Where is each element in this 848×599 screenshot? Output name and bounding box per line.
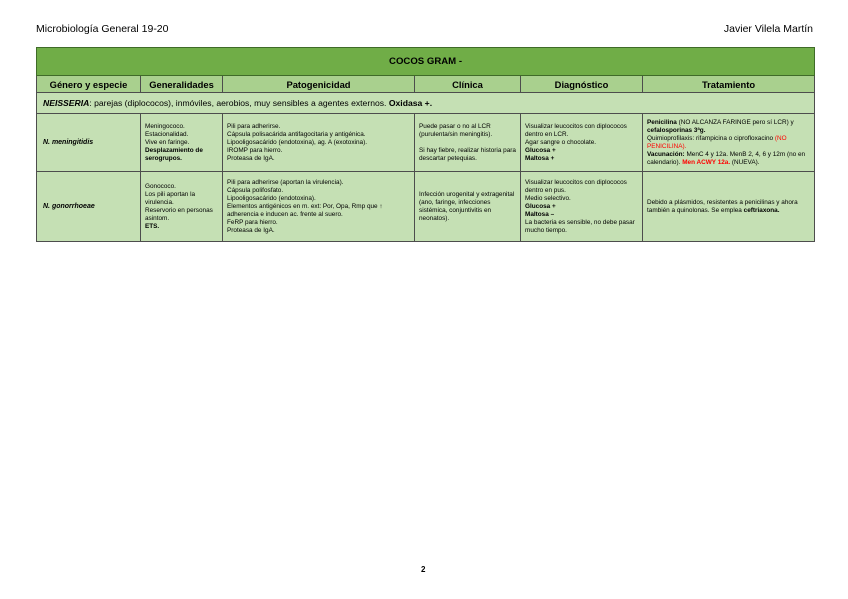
patogenicidad-cell	[223, 114, 415, 172]
page-number: 2	[421, 565, 426, 574]
list-item: Elementos antigénicos en m. ext: Por, Opa, Rmp que ↑ adherencia e inducen ac. frente al suero.	[227, 202, 383, 218]
list-item: Glucosa +	[525, 202, 556, 210]
list-item: Lipooligosacárido (endotoxina).	[227, 194, 316, 202]
list-item: Agar sangre o chocolate.	[525, 138, 597, 146]
list-item: Lipooligosacárido (endotoxina), ag. A (exotoxina).	[227, 138, 367, 146]
blank-line	[419, 139, 516, 147]
table-title-row	[37, 48, 815, 76]
diagnostico-cell	[521, 114, 643, 172]
column-header-clinica: Clínica	[415, 76, 521, 93]
list-item: Proteasa de IgA.	[227, 154, 275, 162]
list-item: Gonococo.	[145, 182, 176, 190]
list-item: Meningococo.	[145, 122, 185, 130]
list-item: IROMP para hierro.	[227, 146, 283, 154]
chemoprophylaxis-line	[647, 135, 810, 151]
course-header: Microbiología General 19-20	[36, 23, 169, 35]
list-item: Cápsula polifosfato.	[227, 186, 284, 194]
treatment-line	[647, 199, 810, 215]
genus-description: : parejas (diplococos), inmóviles, aerobios, muy sensibles a agentes externos.	[89, 98, 387, 108]
species-name: N. gonorrhoeae	[37, 172, 141, 242]
list-item: Infección urogenital y extragenital (ano, faringe, infecciones sistémica, conjuntivitis en neonatos).	[419, 190, 515, 222]
column-header-row	[37, 76, 815, 93]
author-header: Javier Vilela Martín	[723, 23, 813, 35]
treatment-drug: ceftriaxona.	[743, 206, 780, 214]
vaccination-line	[647, 151, 810, 167]
genus-row	[37, 93, 815, 114]
table-row	[37, 114, 815, 172]
clinica-cell	[415, 172, 521, 242]
patogenicidad-cell	[223, 172, 415, 242]
table-title: COCOS GRAM -	[37, 48, 815, 76]
alternative-antibiotic: cefalosporinas 3ªg.	[647, 126, 706, 134]
chemoprophylaxis-warning: (NO PENICILINA).	[647, 134, 787, 150]
vaccination-new: Men ACWY 12a.	[682, 158, 731, 166]
list-item: La bacteria es sensible, no debe pasar mucho tiempo.	[525, 218, 635, 234]
oxidase-result: Oxidasa +.	[388, 98, 433, 108]
list-item: Pili para adherirse.	[227, 122, 281, 130]
treatment-antibiotic-line	[647, 119, 810, 135]
clinica-cell	[415, 114, 521, 172]
column-header-patogenicidad: Patogenicidad	[223, 76, 415, 93]
list-item: Si hay fiebre, realizar historia para descartar petequias.	[419, 146, 516, 162]
column-header-species: Género y especie	[37, 76, 141, 93]
diagnostico-cell	[521, 172, 643, 242]
column-header-tratamiento: Tratamiento	[643, 76, 815, 93]
list-item: Visualizar leucocitos con diplococos dentro en pus.	[525, 178, 627, 194]
list-item: FeRP para hierro.	[227, 218, 278, 226]
list-item: Visualizar leucocitos con diplococos dentro en LCR.	[525, 122, 627, 138]
chemoprophylaxis-text: Quimioprofilaxis: rifampicina o ciprofloxacino	[647, 134, 774, 142]
list-item: Proteasa de IgA.	[227, 226, 275, 234]
list-item: Maltosa –	[525, 210, 555, 218]
list-item: Vive en faringe.	[145, 138, 190, 146]
vaccination-note: (NUEVA).	[731, 158, 760, 166]
column-header-generalidades: Generalidades	[141, 76, 223, 93]
generalidades-cell	[141, 172, 223, 242]
list-item: Glucosa +	[525, 146, 556, 154]
list-item: Reservorio en personas asintom.	[145, 206, 213, 222]
column-header-diagnostico: Diagnóstico	[521, 76, 643, 93]
list-item: Pili para adherirse (aportan la virulencia).	[227, 178, 344, 186]
list-item: Maltosa +	[525, 154, 555, 162]
vaccination-schedule: MenC 4 y 12a. MenB 2, 4, 6 y 12m (no en calendario).	[647, 150, 806, 166]
generalidades-cell	[141, 114, 223, 172]
list-item: Cápsula polisacárida antifagocitaria y antigénica.	[227, 130, 366, 138]
treatment-text: Debido a plásmidos, resistentes a penicilinas y ahora también a quinolonas. Se emplea	[647, 198, 798, 214]
list-item: Medio selectivo.	[525, 194, 571, 202]
antibiotic-name: Penicilina	[647, 118, 677, 126]
species-name: N. meningitidis	[37, 114, 141, 172]
tratamiento-cell	[643, 172, 815, 242]
vaccination-label: Vacunación:	[647, 150, 685, 158]
tratamiento-cell	[643, 114, 815, 172]
list-item: Puede pasar o no al LCR (purulenta/sin meningitis).	[419, 122, 493, 138]
antibiotic-note: (NO ALCANZA FARINGE pero sí LCR) y	[678, 118, 794, 126]
list-item: Desplazamiento de serogrupos.	[145, 146, 203, 162]
table-row	[37, 172, 815, 242]
list-item: ETS.	[145, 222, 160, 230]
genus-name: NEISSERIA	[43, 98, 90, 108]
summary-table	[36, 47, 815, 242]
genus-description-cell	[37, 93, 815, 114]
list-item: Estacionalidad.	[145, 130, 189, 138]
list-item: Los pili aportan la virulencia.	[145, 190, 196, 206]
